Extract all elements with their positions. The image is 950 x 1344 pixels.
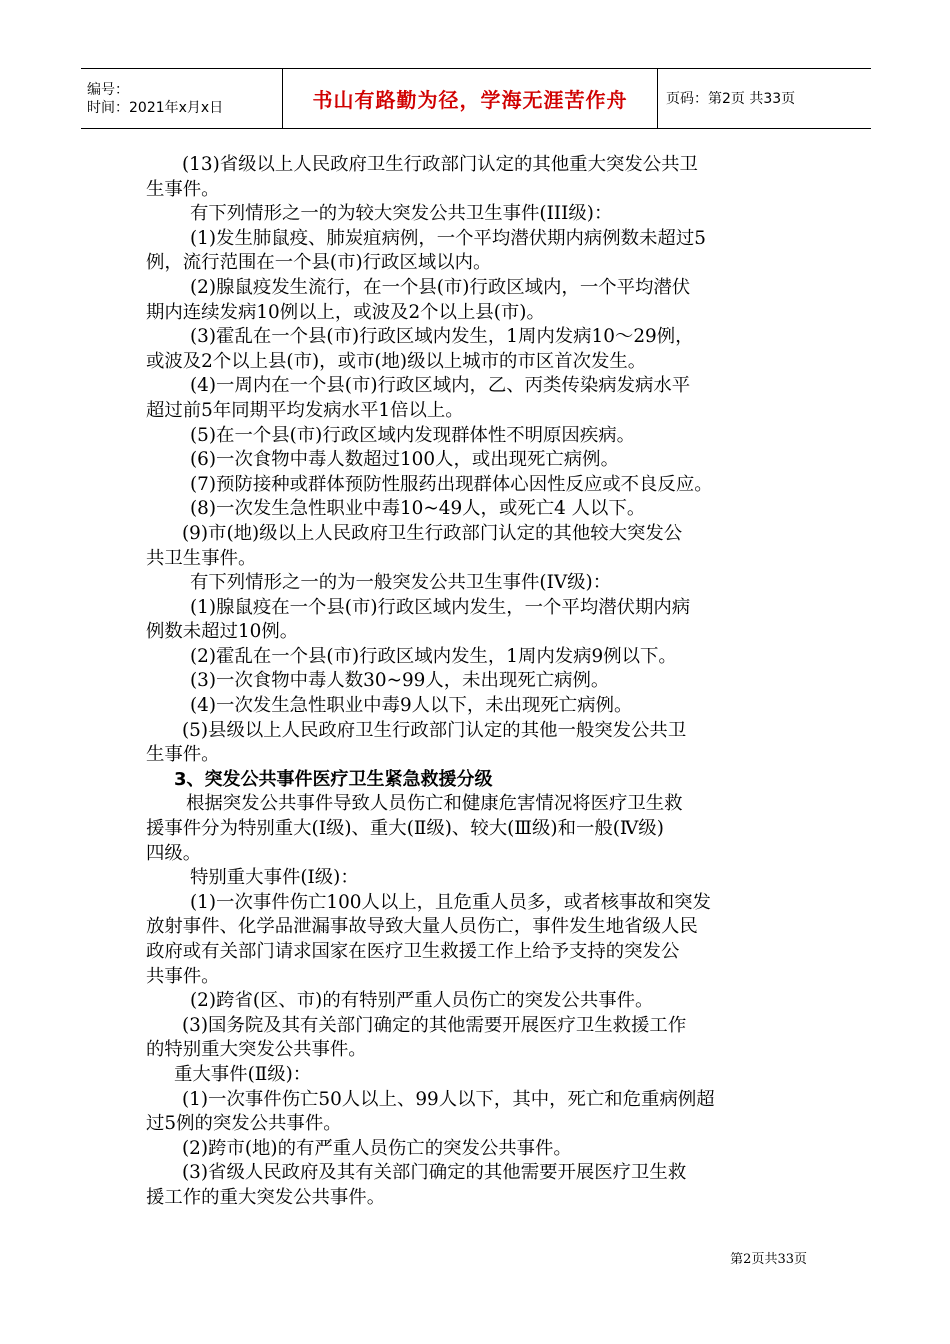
- body-line: (5)县级以上人民政府卫生行政部门认定的其他一般突发公共卫: [182, 719, 687, 741]
- body-line: (2)霍乱在一个县(市)行政区域内发生，1周内发病9例以下。: [190, 645, 677, 667]
- section-heading: 3、突发公共事件医疗卫生紧急救援分级: [174, 768, 493, 790]
- header-motto: 书山有路勤为径，学海无涯苦作舟: [312, 88, 628, 112]
- body-line: 援工作的重大突发公共事件。: [146, 1186, 386, 1208]
- body-line: (1)一次事件伤亡100人以上，且危重人员多，或者核事故和突发: [190, 891, 711, 913]
- body-line: 过5例的突发公共事件。: [146, 1113, 342, 1135]
- body-line: (3)一次食物中毒人数30~99人，未出现死亡病例。: [190, 670, 610, 692]
- body-line: (3)省级人民政府及其有关部门确定的其他需要开展医疗卫生救: [182, 1162, 687, 1184]
- body-line: (9)市(地)级以上人民政府卫生行政部门认定的其他较大突发公: [182, 522, 683, 544]
- body-line: 政府或有关部门请求国家在医疗卫生救援工作上给予支持的突发公: [146, 941, 680, 962]
- body-line: (1)腺鼠疫在一个县(市)行政区域内发生，一个平均潜伏期内病: [190, 596, 691, 618]
- body-line: 有下列情形之一的为较大突发公共卫生事件(III级)：: [190, 203, 613, 225]
- body-line: 共事件。: [146, 965, 220, 987]
- body-line: 生事件。: [146, 744, 220, 766]
- body-line: (4)一周内在一个县(市)行政区域内，乙、丙类传染病发病水平: [190, 375, 691, 397]
- body-line: 生事件。: [146, 178, 220, 200]
- body-line: (8)一次发生急性职业中毒10~49人，或死亡4 人以下。: [190, 498, 646, 520]
- body-line: 根据突发公共事件导致人员伤亡和健康危害情况将医疗卫生救: [186, 793, 683, 815]
- body-line: (3)霍乱在一个县(市)行政区域内发生，1周内发病10～29例，: [190, 326, 694, 348]
- header-page-number: 页码：第2页 共33页: [666, 90, 796, 107]
- body-line: 或波及2个以上县(市)，或市(地)级以上城市的市区首次发生。: [146, 350, 647, 372]
- body-line: 超过前5年同期平均发病水平1倍以上。: [146, 399, 464, 421]
- body-line: 援事件分为特别重大(Ⅰ级)、重大(Ⅱ级)、较大(Ⅲ级)和一般(Ⅳ级): [146, 818, 664, 840]
- page-header: [81, 68, 871, 129]
- document-body: [146, 153, 811, 1211]
- header-motto-cell: [283, 69, 658, 129]
- body-line: 四级。: [146, 842, 202, 864]
- body-line: (6)一次食物中毒人数超过100人，或出现死亡病例。: [190, 449, 619, 471]
- body-line: (2)跨省(区、市)的有特别严重人员伤亡的突发公共事件。: [190, 990, 654, 1012]
- header-right-cell: [658, 69, 872, 129]
- body-line: (13)省级以上人民政府卫生行政部门认定的其他重大突发公共卫: [182, 154, 698, 175]
- document-number-label: 编号：: [87, 81, 129, 98]
- body-line: 期内连续发病10例以上，或波及2个以上县(市)。: [146, 301, 545, 323]
- body-line: (1)发生肺鼠疫、肺炭疽病例，一个平均潜伏期内病例数未超过5: [190, 227, 706, 249]
- body-line: 有下列情形之一的为一般突发公共卫生事件(IV级)：: [190, 572, 612, 594]
- body-line: 例，流行范围在一个县(市)行政区域以内。: [146, 252, 492, 274]
- body-line: 特别重大事件(Ⅰ级)：: [190, 867, 359, 889]
- body-line: (2)跨市(地)的有严重人员伤亡的突发公共事件。: [182, 1137, 572, 1159]
- body-line: 的特别重大突发公共事件。: [146, 1039, 367, 1061]
- page-footer: 第2页共33页: [730, 1252, 807, 1267]
- body-line: 重大事件(Ⅱ级)：: [174, 1063, 312, 1085]
- body-line: (3)国务院及其有关部门确定的其他需要开展医疗卫生救援工作: [182, 1014, 687, 1036]
- body-line: (1)一次事件伤亡50人以上、99人以下，其中，死亡和危重病例超: [182, 1088, 715, 1110]
- header-left-cell: [81, 69, 283, 129]
- document-time-label: 时间：2021年x月x日: [87, 99, 224, 116]
- body-line: (2)腺鼠疫发生流行，在一个县(市)行政区域内，一个平均潜伏: [190, 276, 691, 298]
- body-line: 放射事件、化学品泄漏事故导致大量人员伤亡，事件发生地省级人民: [146, 916, 698, 938]
- body-line: (5)在一个县(市)行政区域内发现群体性不明原因疾病。: [190, 424, 635, 446]
- body-line: 共卫生事件。: [146, 547, 257, 569]
- body-line: (7)预防接种或群体预防性服药出现群体心因性反应或不良反应。: [190, 473, 713, 495]
- body-line: 例数未超过10例。: [146, 621, 299, 643]
- body-line: (4)一次发生急性职业中毒9人以下，未出现死亡病例。: [190, 695, 633, 717]
